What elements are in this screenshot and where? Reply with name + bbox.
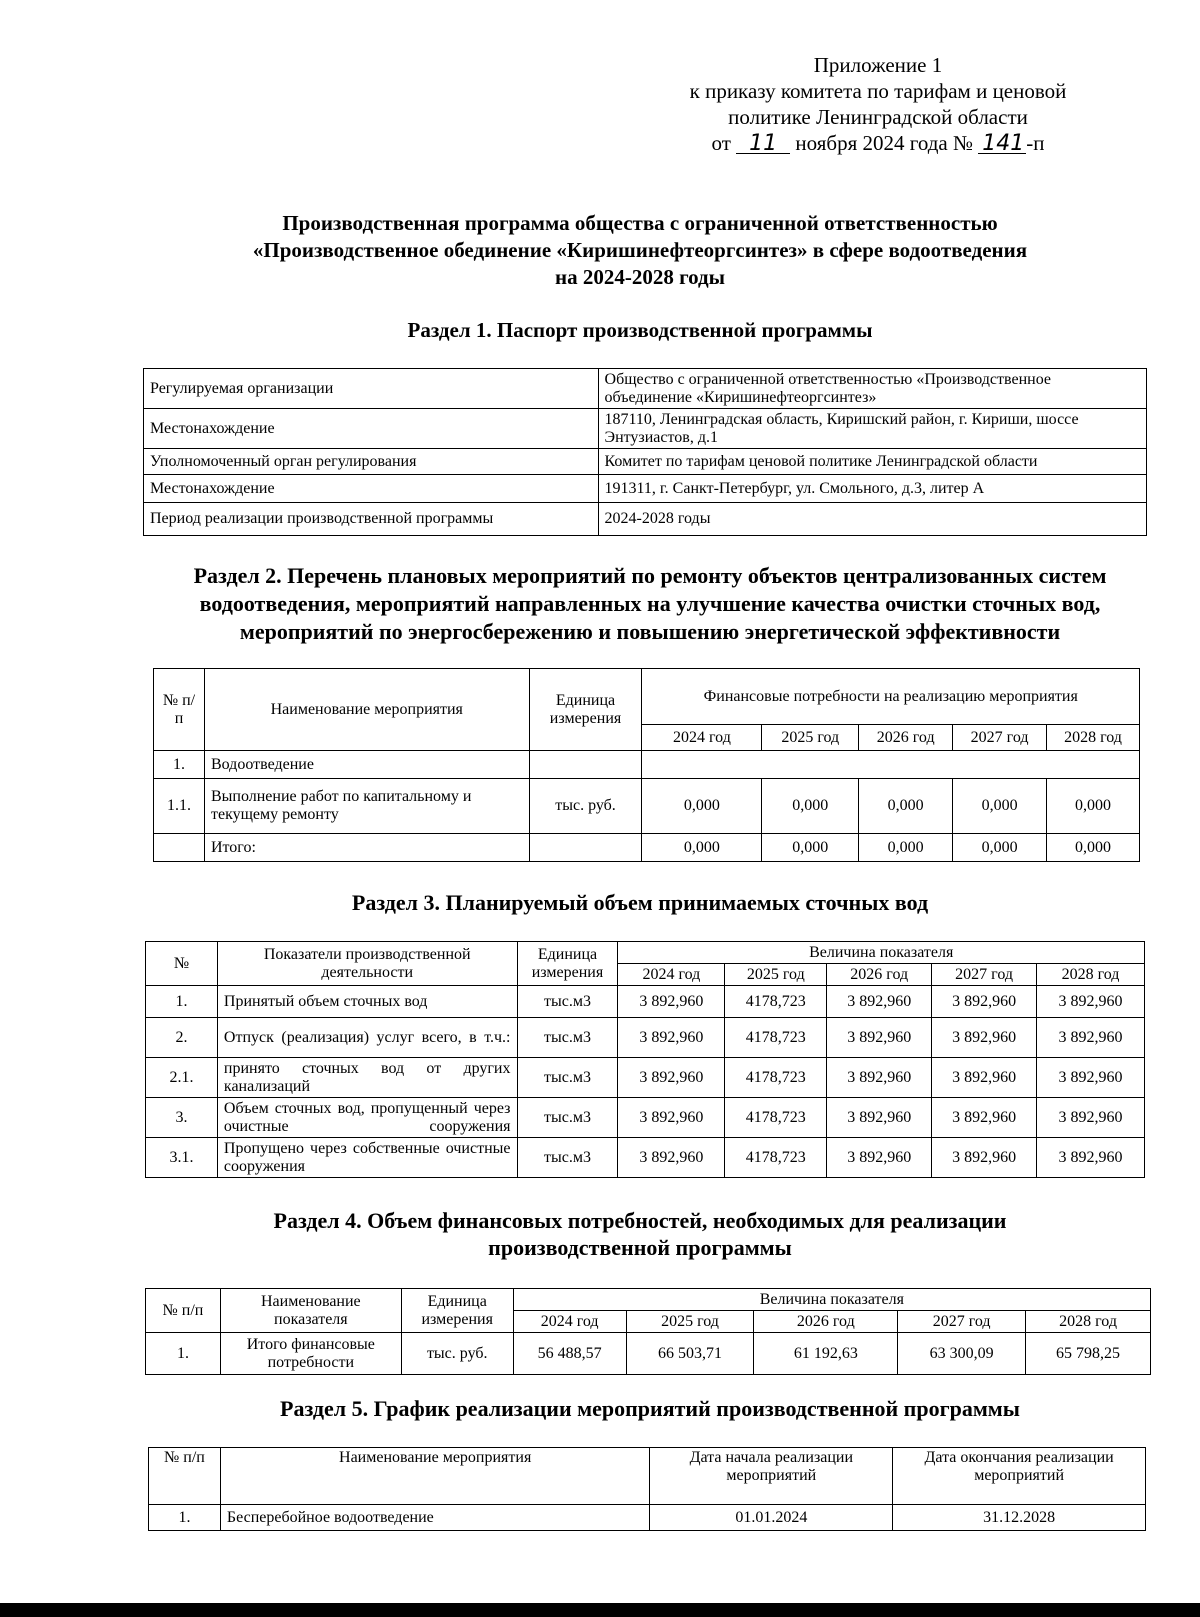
row-value: 0,000 <box>1047 834 1140 862</box>
col-header-year: 2025 год <box>725 964 827 986</box>
order-day: 11 <box>736 135 790 154</box>
row-value: 56 488,57 <box>513 1333 626 1375</box>
passport-label: Местонахождение <box>144 475 599 503</box>
table-row <box>146 1333 1151 1375</box>
appendix-line2: к приказу комитета по тарифам и ценовой <box>689 79 1067 103</box>
row-value: 3 892,960 <box>932 1058 1037 1098</box>
row-value: 3 892,960 <box>827 1098 932 1138</box>
table-row <box>149 1505 1146 1531</box>
col-header-year: 2026 год <box>859 725 953 751</box>
section3-title: Раздел 3. Планируемый объем принимаемых сточных вод <box>351 890 929 915</box>
row-value: 3 892,960 <box>618 986 725 1018</box>
row-value: 3 892,960 <box>932 1098 1037 1138</box>
passport-value: Комитет по тарифам ценовой политике Ленинградской области <box>598 449 1146 475</box>
order-suffix: -п <box>1026 131 1045 155</box>
table-row <box>144 369 1147 409</box>
passport-value: 2024-2028 годы <box>598 503 1146 536</box>
section2-title-line3: мероприятий по энергосбережению и повышению энергетической эффективности <box>239 619 1061 644</box>
section2-title-line2: водоотведения, мероприятий направленных на улучшение качества очистки сточных вод, <box>199 591 1101 616</box>
passport-value: 187110, Ленинградская область, Киришский район, г. Кириши, шоссе Энтузиастов, д.1 <box>598 409 1146 449</box>
row-value: 3 892,960 <box>618 1018 725 1058</box>
col-header-year: 2028 год <box>1047 725 1140 751</box>
table-row <box>144 503 1147 536</box>
table-row <box>146 1058 1145 1098</box>
order-from: от <box>711 131 731 155</box>
row-unit: тыс.м3 <box>517 1058 618 1098</box>
row-unit <box>529 834 642 862</box>
row-value: 0,000 <box>762 779 859 834</box>
row-value: 3 892,960 <box>827 1018 932 1058</box>
row-value: 0,000 <box>1047 779 1140 834</box>
row-end-date: 31.12.2028 <box>893 1505 1146 1531</box>
table-header-row <box>149 1448 1146 1505</box>
wastewater-volume-table <box>145 941 1145 1178</box>
financial-needs-table <box>145 1288 1151 1375</box>
row-unit: тыс.м3 <box>517 1098 618 1138</box>
passport-label: Период реализации производственной программы <box>144 503 599 536</box>
row-name: Итого финансовые потребности <box>220 1333 401 1375</box>
table-row <box>144 409 1147 449</box>
col-header-year: 2026 год <box>827 964 932 986</box>
row-name: Водоотведение <box>204 751 529 779</box>
program-title-line2: «Производственное обединение «Киришинефтеоргсинтез» в сфере водоотведения <box>252 238 1028 262</box>
section5-title: Раздел 5. График реализации мероприятий производственной программы <box>280 1396 1020 1421</box>
row-num: 2.1. <box>146 1058 218 1098</box>
row-name: Бесперебойное водоотведение <box>220 1505 650 1531</box>
measures-table <box>153 668 1140 862</box>
row-start-date: 01.01.2024 <box>650 1505 893 1531</box>
col-header-year: 2027 год <box>953 725 1047 751</box>
row-value: 0,000 <box>859 834 953 862</box>
row-value: 0,000 <box>953 834 1047 862</box>
row-name: Объем сточных вод, пропущенный через очистные сооружения <box>217 1098 517 1138</box>
row-name: Выполнение работ по капитальному и текущему ремонту <box>204 779 529 834</box>
row-value: 4178,723 <box>725 1058 827 1098</box>
row-num: 2. <box>146 1018 218 1058</box>
passport-label: Местонахождение <box>144 409 599 449</box>
row-unit: тыс.м3 <box>517 1138 618 1178</box>
col-header-financial-needs: Финансовые потребности на реализацию мероприятия <box>642 669 1140 725</box>
col-header-year: 2025 год <box>762 725 859 751</box>
row-name: Пропущено через собственные очистные сооружения <box>217 1138 517 1178</box>
passport-table <box>143 368 1147 536</box>
table-header-row <box>146 942 1145 964</box>
row-value: 3 892,960 <box>618 1138 725 1178</box>
row-value: 3 892,960 <box>1037 1138 1145 1178</box>
col-header-year: 2027 год <box>932 964 1037 986</box>
program-title-line1: Производственная программа общества с ограниченной ответственностью <box>282 211 998 235</box>
col-header-unit: Единица измерения <box>517 942 618 986</box>
table-row <box>146 1018 1145 1058</box>
col-header-name: Наименование мероприятия <box>220 1448 650 1505</box>
row-num: 1. <box>154 751 205 779</box>
row-value: 3 892,960 <box>1037 986 1145 1018</box>
col-header-year: 2027 год <box>898 1311 1026 1333</box>
col-header-value: Величина показателя <box>513 1289 1150 1311</box>
row-unit: тыс. руб. <box>401 1333 513 1375</box>
row-value: 63 300,09 <box>898 1333 1026 1375</box>
section4-title <box>140 1207 1140 1261</box>
section4-title-line2: производственной программы <box>488 1235 792 1260</box>
row-value: 4178,723 <box>725 986 827 1018</box>
row-num: 1. <box>149 1505 221 1531</box>
program-title-line3: на 2024-2028 годы <box>554 265 726 289</box>
row-unit <box>529 751 642 779</box>
row-value: 0,000 <box>953 779 1047 834</box>
appendix-line3: политике Ленинградской области <box>728 105 1028 129</box>
row-name: Принятый объем сточных вод <box>217 986 517 1018</box>
row-unit: тыс. руб. <box>529 779 642 834</box>
section2-title-line1: Раздел 2. Перечень плановых мероприятий по ремонту объектов централизованных систем <box>193 563 1107 588</box>
row-name: Отпуск (реализация) услуг всего, в т.ч.: <box>217 1018 517 1058</box>
row-num: 1.1. <box>154 779 205 834</box>
col-header-name: Наименование показателя <box>220 1289 401 1333</box>
row-value: 3 892,960 <box>618 1098 725 1138</box>
order-number: 141 <box>978 135 1026 154</box>
col-header-name: Показатели производственной деятельности <box>217 942 517 986</box>
table-row <box>144 475 1147 503</box>
row-value: 65 798,25 <box>1026 1333 1151 1375</box>
row-empty-values <box>642 751 1140 779</box>
col-header-start: Дата начала реализации мероприятий <box>650 1448 893 1505</box>
row-value: 0,000 <box>642 834 762 862</box>
scan-edge-bar <box>0 1603 1200 1617</box>
row-value: 3 892,960 <box>932 1018 1037 1058</box>
table-row <box>144 449 1147 475</box>
table-header-row <box>146 1289 1151 1311</box>
row-num: 1. <box>146 1333 221 1375</box>
row-value: 3 892,960 <box>618 1058 725 1098</box>
appendix-header <box>638 52 1118 156</box>
table-row-total <box>154 834 1140 862</box>
row-value: 3 892,960 <box>1037 1018 1145 1058</box>
passport-label: Уполномоченный орган регулирования <box>144 449 599 475</box>
col-header-name: Наименование мероприятия <box>204 669 529 751</box>
row-value: 0,000 <box>859 779 953 834</box>
row-num: 3.1. <box>146 1138 218 1178</box>
row-num: 3. <box>146 1098 218 1138</box>
row-value: 3 892,960 <box>1037 1058 1145 1098</box>
col-header-year: 2024 год <box>513 1311 626 1333</box>
schedule-table <box>148 1447 1146 1531</box>
row-value: 3 892,960 <box>827 1138 932 1178</box>
row-value: 66 503,71 <box>626 1333 754 1375</box>
table-header-row <box>154 669 1140 725</box>
col-header-year: 2024 год <box>618 964 725 986</box>
section2-title <box>120 562 1180 646</box>
row-value: 3 892,960 <box>932 986 1037 1018</box>
row-unit: тыс.м3 <box>517 986 618 1018</box>
col-header-year: 2025 год <box>626 1311 754 1333</box>
col-header-unit: Единица измерения <box>401 1289 513 1333</box>
col-header-year: 2024 год <box>642 725 762 751</box>
table-row <box>154 751 1140 779</box>
row-value: 3 892,960 <box>827 986 932 1018</box>
table-row <box>146 1138 1145 1178</box>
program-title <box>140 210 1140 291</box>
section4-title-line1: Раздел 4. Объем финансовых потребностей, необходимых для реализации <box>273 1208 1007 1233</box>
row-value: 4178,723 <box>725 1098 827 1138</box>
row-value: 3 892,960 <box>932 1138 1037 1178</box>
row-value: 4178,723 <box>725 1138 827 1178</box>
table-row <box>154 779 1140 834</box>
row-name: принято сточных вод от других канализаций <box>217 1058 517 1098</box>
table-row <box>146 1098 1145 1138</box>
col-header-value: Величина показателя <box>618 942 1145 964</box>
passport-label: Регулируемая организации <box>144 369 599 409</box>
row-value: 3 892,960 <box>827 1058 932 1098</box>
col-header-num: № <box>146 942 218 986</box>
row-value: 0,000 <box>762 834 859 862</box>
row-unit: тыс.м3 <box>517 1018 618 1058</box>
section1-title: Раздел 1. Паспорт производственной программы <box>407 318 873 342</box>
passport-value: Общество с ограниченной ответственностью «Производственное объединение «Киришинефтеоргсинтез» <box>598 369 1146 409</box>
col-header-year: 2028 год <box>1026 1311 1151 1333</box>
row-value: 0,000 <box>642 779 762 834</box>
appendix-title: Приложение 1 <box>813 53 943 77</box>
order-month-year: ноября 2024 года № <box>795 131 974 155</box>
passport-value: 191311, г. Санкт-Петербург, ул. Смольного, д.3, литер А <box>598 475 1146 503</box>
col-header-num: № п/п <box>154 669 205 751</box>
row-value: 61 192,63 <box>754 1333 898 1375</box>
col-header-num: № п/п <box>149 1448 221 1505</box>
row-name: Итого: <box>204 834 529 862</box>
col-header-year: 2026 год <box>754 1311 898 1333</box>
col-header-end: Дата окончания реализации мероприятий <box>893 1448 1146 1505</box>
col-header-year: 2028 год <box>1037 964 1145 986</box>
row-num <box>154 834 205 862</box>
col-header-unit: Единица измерения <box>529 669 642 751</box>
row-value: 4178,723 <box>725 1018 827 1058</box>
row-num: 1. <box>146 986 218 1018</box>
table-row <box>146 986 1145 1018</box>
appendix-order-line <box>638 130 1118 156</box>
row-value: 3 892,960 <box>1037 1098 1145 1138</box>
col-header-num: № п/п <box>146 1289 221 1333</box>
